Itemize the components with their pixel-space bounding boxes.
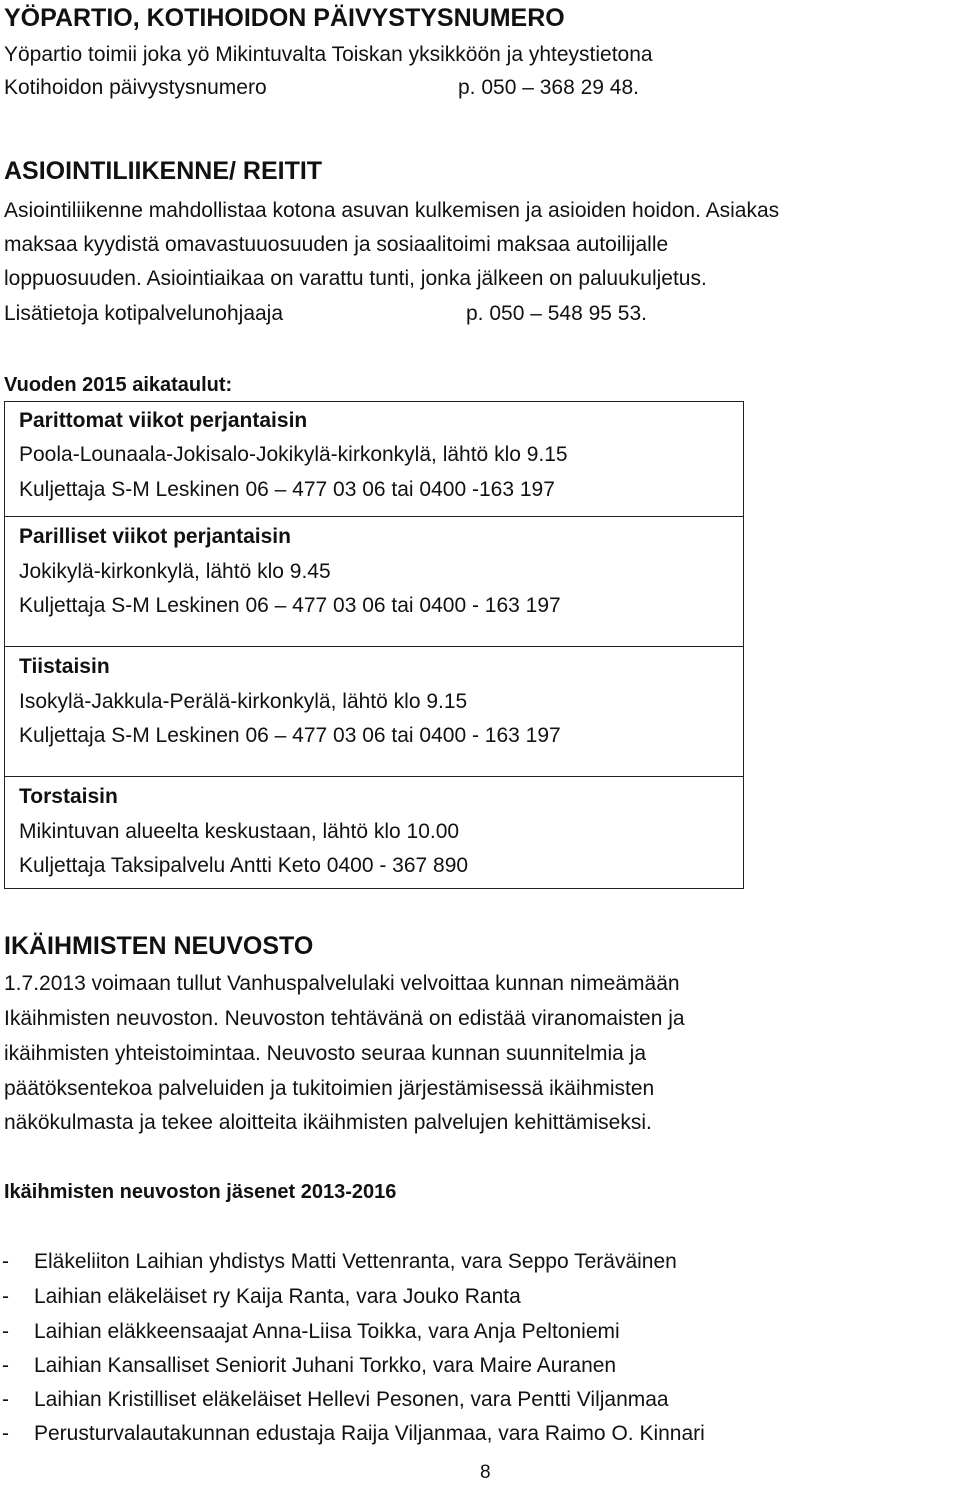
- bullet-dash: -: [2, 1285, 9, 1308]
- night-patrol-phone-label: Kotihoidon päivystysnumero: [4, 76, 267, 99]
- council-text-line: Ikäihmisten neuvoston. Neuvoston tehtävänä on edistää viranomaisten ja: [4, 1007, 685, 1030]
- member-name: Perusturvalautakunnan edustaja Raija Viljanmaa, vara Raimo O. Kinnari: [34, 1422, 705, 1445]
- member-list-item: [2, 1386, 669, 1414]
- schedule-box: [4, 401, 744, 889]
- council-text-line: 1.7.2013 voimaan tullut Vanhuspalvelulaki velvoittaa kunnan nimeämään: [4, 972, 680, 995]
- schedule-driver: Kuljettaja S-M Leskinen 06 – 477 03 06 tai 0400 - 163 197: [19, 724, 561, 747]
- member-name: Laihian eläkeläiset ry Kaija Ranta, vara Jouko Ranta: [34, 1285, 521, 1308]
- member-list-item: [2, 1420, 705, 1448]
- schedule-day: Torstaisin: [19, 785, 118, 808]
- member-list-item: [2, 1283, 521, 1311]
- page-number: 8: [480, 1462, 491, 1483]
- schedule-route: Jokikylä-kirkonkylä, lähtö klo 9.45: [19, 560, 331, 583]
- council-text-line: näkökulmasta ja tekee aloitteita ikäihmisten palvelujen kehittämiseksi.: [4, 1111, 652, 1134]
- member-list-item: [2, 1248, 677, 1276]
- transport-contact-line: [4, 300, 647, 328]
- schedule-driver: Kuljettaja S-M Leskinen 06 – 477 03 06 tai 0400 -163 197: [19, 478, 555, 501]
- transport-text-line-1: Asiointiliikenne mahdollistaa kotona asuvan kulkemisen ja asioiden hoidon. Asiakas: [4, 199, 780, 222]
- member-name: Laihian Kansalliset Seniorit Juhani Torkko, vara Maire Auranen: [34, 1354, 617, 1377]
- member-name: Eläkeliiton Laihian yhdistys Matti Vettenranta, vara Seppo Teräväinen: [34, 1250, 677, 1273]
- schedule-route: Isokylä-Jakkula-Perälä-kirkonkylä, lähtö klo 9.15: [19, 690, 468, 713]
- bullet-dash: -: [2, 1388, 9, 1411]
- bullet-dash: -: [2, 1422, 9, 1445]
- schedule-separator: [5, 776, 743, 777]
- night-patrol-phone-number: p. 050 – 368 29 48.: [458, 76, 639, 99]
- member-name: Laihian Kristilliset eläkeläiset Hellevi Pesonen, vara Pentti Viljanmaa: [34, 1388, 669, 1411]
- schedule-day: Parilliset viikot perjantaisin: [19, 525, 291, 548]
- council-text-line: ikäihmisten yhteistoimintaa. Neuvosto seuraa kunnan suunnitelmia ja: [4, 1042, 647, 1065]
- schedule-route: Poola-Lounaala-Jokisalo-Jokikylä-kirkonkylä, lähtö klo 9.15: [19, 443, 568, 466]
- transport-title: ASIOINTILIIKENNE/ REITIT: [4, 157, 323, 185]
- schedule-separator: [5, 516, 743, 517]
- bullet-dash: -: [2, 1320, 9, 1343]
- council-text-line: päätöksentekoa palveluiden ja tukitoimien järjestämisessä ikäihmisten: [4, 1077, 655, 1100]
- transport-contact-label: Lisätietoja kotipalvelunohjaaja: [4, 302, 284, 325]
- schedule-driver: Kuljettaja S-M Leskinen 06 – 477 03 06 tai 0400 - 163 197: [19, 594, 561, 617]
- council-title: IKÄIHMISTEN NEUVOSTO: [4, 932, 314, 960]
- member-name: Laihian eläkkeensaajat Anna-Liisa Toikka, vara Anja Peltoniemi: [34, 1320, 620, 1343]
- members-title: Ikäihmisten neuvoston jäsenet 2013-2016: [4, 1181, 397, 1203]
- transport-text-line-3: loppuosuuden. Asiointiaikaa on varattu tunti, jonka jälkeen on paluukuljetus.: [4, 267, 707, 290]
- night-patrol-title: YÖPARTIO, KOTIHOIDON PÄIVYSTYSNUMERO: [4, 4, 565, 32]
- schedule-day: Parittomat viikot perjantaisin: [19, 409, 308, 432]
- night-patrol-phone-line: [4, 74, 639, 102]
- schedule-separator: [5, 646, 743, 647]
- schedule-title: Vuoden 2015 aikataulut:: [4, 374, 233, 396]
- schedule-day: Tiistaisin: [19, 655, 110, 678]
- schedule-route: Mikintuvan alueelta keskustaan, lähtö klo 10.00: [19, 820, 460, 843]
- transport-text-line-2: maksaa kyydistä omavastuuosuuden ja sosiaalitoimi maksaa autoilijalle: [4, 233, 669, 256]
- transport-contact-phone: p. 050 – 548 95 53.: [466, 302, 647, 325]
- night-patrol-text-line: Yöpartio toimii joka yö Mikintuvalta Toiskan yksikköön ja yhteystietona: [4, 43, 653, 66]
- schedule-driver: Kuljettaja Taksipalvelu Antti Keto 0400 - 367 890: [19, 854, 469, 877]
- member-list-item: [2, 1318, 620, 1346]
- member-list-item: [2, 1352, 617, 1380]
- bullet-dash: -: [2, 1250, 9, 1273]
- bullet-dash: -: [2, 1354, 9, 1377]
